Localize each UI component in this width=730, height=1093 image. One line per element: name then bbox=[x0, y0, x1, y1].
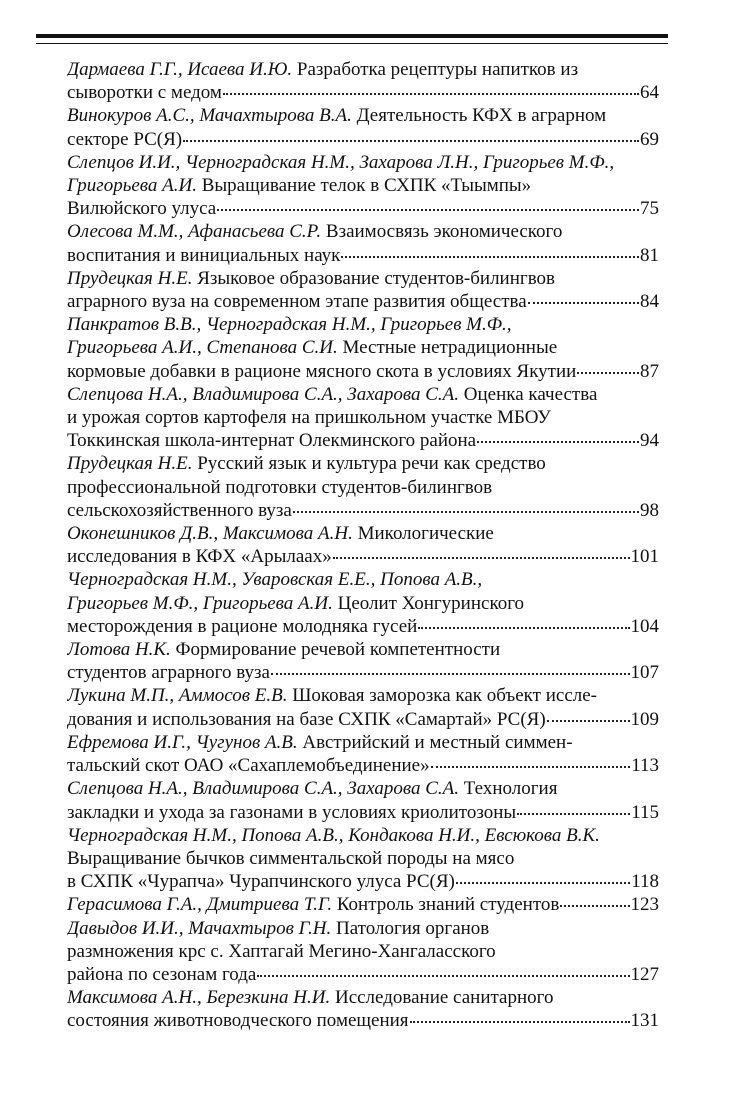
toc-page-number: 123 bbox=[630, 894, 659, 916]
toc-entry-last-line bbox=[67, 290, 659, 313]
toc-entry-title-text: Исследование санитарного bbox=[330, 987, 554, 1009]
toc-entry-title-text: Деятельность КФХ в аграрном bbox=[351, 105, 607, 127]
toc-entry-authors: Ефремова И.Г., Чугунов А.В. bbox=[67, 731, 298, 753]
toc-entry-title-text: Микологические bbox=[352, 523, 494, 545]
toc-entry-authors: Олесова М.М., Афанасьева С.Р. bbox=[67, 221, 322, 243]
toc-entry-line bbox=[67, 220, 659, 243]
toc-entry-title-text: Австрийский и местный симмен- bbox=[297, 731, 573, 753]
toc-entry-line bbox=[67, 452, 659, 475]
toc-entry-line bbox=[67, 151, 659, 174]
toc-entry-line bbox=[67, 592, 659, 615]
toc-entry-line bbox=[67, 104, 659, 127]
toc-entry-line bbox=[67, 986, 659, 1009]
toc-entry bbox=[67, 917, 659, 987]
toc-dot-leader bbox=[560, 905, 629, 907]
toc-entry-authors: Винокуров А.С., Мачахтырова В.А. bbox=[67, 105, 352, 127]
toc-entry-line bbox=[67, 684, 659, 707]
toc-dot-leader bbox=[517, 813, 630, 815]
toc-entry-last-line bbox=[67, 360, 659, 383]
toc-entry-line bbox=[67, 824, 659, 847]
toc-entry-last-line bbox=[67, 615, 659, 638]
toc-entry-title-text: размножения крс с. Хаптагай Мегино-Хангаласского bbox=[67, 940, 496, 962]
toc-entry bbox=[67, 893, 659, 916]
toc-dot-leader bbox=[183, 140, 639, 142]
toc-entry bbox=[67, 58, 659, 104]
toc-entry bbox=[67, 568, 659, 638]
toc-entry-line-text bbox=[67, 244, 340, 267]
toc-entry-title-text: Оценка качества bbox=[459, 383, 598, 405]
toc-entry-last-line bbox=[67, 963, 659, 986]
toc-entry-line-text bbox=[67, 360, 576, 383]
toc-entry-title-text: Разработка рецептуры напитков из bbox=[292, 59, 579, 80]
toc-entry-last-line bbox=[67, 893, 659, 916]
toc-entry-authors: Прудецкая Н.Е. bbox=[67, 453, 193, 475]
toc-entry-line bbox=[67, 917, 659, 940]
toc-entry-line bbox=[67, 267, 659, 290]
toc-entry-line-text bbox=[67, 893, 559, 916]
toc-entry-title-text: Выращивание телок в СХПК «Тыымпы» bbox=[196, 175, 532, 197]
toc-entry-line bbox=[67, 638, 659, 661]
toc-entry-line-text bbox=[67, 870, 455, 893]
toc-page-number: 81 bbox=[640, 244, 659, 266]
toc-entry-title-text: тальский скот ОАО «Сахаплемобъединение» bbox=[67, 755, 430, 777]
toc-entry bbox=[67, 151, 659, 221]
toc-dot-leader bbox=[456, 882, 630, 884]
toc-entry-title-text: района по сезонам года bbox=[67, 963, 257, 985]
toc-dot-leader bbox=[293, 511, 639, 513]
toc-page-number: 84 bbox=[640, 291, 659, 313]
toc-entry-authors: Максимова А.Н., Березкина Н.И. bbox=[67, 987, 331, 1009]
toc-entry-title-text: кормовые добавки в рационе мясного скота в условиях Якутии bbox=[67, 360, 577, 382]
toc-dot-leader bbox=[341, 256, 639, 258]
header-rule-thick bbox=[36, 34, 668, 38]
toc-entry-authors: Слепцова Н.А., Владимирова С.А., Захарова С.А. bbox=[67, 383, 460, 405]
toc-entry-title-text: исследования в КФХ «Арылаах» bbox=[67, 546, 332, 568]
toc-entry-line-text bbox=[67, 545, 332, 568]
toc-entry bbox=[67, 522, 659, 568]
toc-dot-leader bbox=[547, 720, 630, 722]
toc-entry-line bbox=[67, 847, 659, 870]
toc-entry-title-text: секторе РС(Я) bbox=[67, 128, 183, 150]
toc-entry-last-line bbox=[67, 81, 659, 104]
toc-page-number: 118 bbox=[631, 871, 659, 893]
toc-dot-leader bbox=[271, 673, 630, 675]
toc-entry-title-text: Токкинская школа-интернат Олекминского района bbox=[67, 430, 477, 452]
toc-entry-line-text bbox=[67, 197, 216, 220]
toc-page-number: 98 bbox=[640, 499, 659, 521]
toc-dot-leader bbox=[223, 93, 639, 95]
table-of-contents bbox=[67, 58, 659, 1033]
toc-entry-line bbox=[67, 476, 659, 499]
toc-entry-last-line bbox=[67, 801, 659, 824]
toc-entry-title-text: в СХПК «Чурапча» Чурапчинского улуса РС(Я) bbox=[67, 871, 455, 893]
toc-page-number: 127 bbox=[630, 963, 659, 985]
toc-entry bbox=[67, 824, 659, 894]
toc-entry-title-text: состояния животноводческого помещения bbox=[67, 1010, 409, 1032]
toc-entry-authors: Григорьев М.Ф., Григорьева А.И. bbox=[67, 592, 333, 614]
toc-entry-line-text bbox=[67, 429, 476, 452]
toc-entry-line-text bbox=[67, 754, 430, 777]
toc-entry-authors: Григорьева А.И. bbox=[67, 175, 197, 197]
toc-dot-leader bbox=[418, 627, 629, 629]
toc-entry bbox=[67, 731, 659, 777]
toc-entry bbox=[67, 267, 659, 313]
toc-dot-leader bbox=[217, 209, 639, 211]
toc-entry-last-line bbox=[67, 708, 659, 731]
toc-entry-last-line bbox=[67, 197, 659, 220]
toc-entry-title-text: воспитания и винициальных наук bbox=[67, 244, 341, 266]
toc-entry-last-line bbox=[67, 870, 659, 893]
toc-entry-authors: Прудецкая Н.Е. bbox=[67, 267, 193, 289]
toc-entry-title-text: сельскохозяйственного вуза bbox=[67, 499, 292, 521]
toc-entry-line-text bbox=[67, 615, 417, 638]
toc-entry-title-text: Шоковая заморозка как объект иссле- bbox=[287, 685, 597, 707]
toc-entry-last-line bbox=[67, 1009, 659, 1032]
toc-entry-line-text bbox=[67, 801, 516, 824]
toc-entry-title-text: студентов аграрного вуза bbox=[67, 662, 270, 684]
toc-page-number: 87 bbox=[640, 360, 659, 382]
toc-entry bbox=[67, 452, 659, 522]
toc-entry-title-text: Контроль знаний студентов bbox=[332, 894, 560, 916]
toc-entry-authors: Оконешников Д.В., Максимова А.Н. bbox=[67, 523, 353, 545]
toc-entry-line bbox=[67, 174, 659, 197]
toc-entry-line bbox=[67, 313, 659, 336]
toc-entry-line bbox=[67, 522, 659, 545]
toc-entry-last-line bbox=[67, 545, 659, 568]
toc-entry-title-text: Местные нетрадиционные bbox=[337, 337, 558, 359]
toc-entry-line bbox=[67, 336, 659, 359]
toc-entry bbox=[67, 313, 659, 383]
toc-page-number: 113 bbox=[631, 755, 659, 777]
toc-entry-authors: Дармаева Г.Г., Исаева И.Ю. bbox=[67, 59, 293, 80]
toc-page-number: 64 bbox=[640, 82, 659, 104]
toc-dot-leader bbox=[333, 557, 630, 559]
toc-entry-title-text: Патология органов bbox=[331, 917, 490, 939]
toc-entry-line-text bbox=[67, 128, 182, 151]
toc-entry-authors: Лукина М.П., Аммосов Е.В. bbox=[67, 685, 288, 707]
toc-entry-line bbox=[67, 777, 659, 800]
toc-page-number: 94 bbox=[640, 430, 659, 452]
toc-page-number: 101 bbox=[630, 546, 659, 568]
toc-entry-title-text: Цеолит Хонгуринского bbox=[332, 592, 525, 614]
toc-entry-authors: Герасимова Г.А., Дмитриева Т.Г. bbox=[67, 894, 333, 916]
toc-entry-last-line bbox=[67, 499, 659, 522]
toc-entry-title-text: Формирование речевой компетентности bbox=[170, 639, 501, 661]
toc-entry-last-line bbox=[67, 244, 659, 267]
toc-entry-line bbox=[67, 940, 659, 963]
toc-entry-authors: Черноградская Н.М., Попова А.В., Кондакова Н.И., Евсюкова В.К. bbox=[67, 824, 600, 846]
toc-dot-leader bbox=[577, 372, 639, 374]
toc-dot-leader bbox=[528, 302, 639, 304]
toc-entry-last-line bbox=[67, 128, 659, 151]
toc-entry-title-text: Русский язык и культура речи как средство bbox=[192, 453, 546, 475]
toc-page-number: 69 bbox=[640, 128, 659, 150]
toc-entry-authors: Давыдов И.И., Мачахтыров Г.Н. bbox=[67, 917, 332, 939]
toc-entry-title-text: дования и использования на базе СХПК «Самартай» РС(Я) bbox=[67, 708, 546, 730]
toc-entry-line bbox=[67, 58, 659, 81]
toc-page-number: 131 bbox=[630, 1010, 659, 1032]
toc-dot-leader bbox=[257, 975, 629, 977]
toc-entry bbox=[67, 383, 659, 453]
toc-entry-title-text: закладки и ухода за газонами в условиях криолитозоны bbox=[67, 801, 517, 823]
toc-entry-authors: Черноградская Н.М., Уваровская Е.Е., Попова А.В., bbox=[67, 569, 483, 591]
toc-entry-line-text bbox=[67, 290, 527, 313]
toc-entry bbox=[67, 220, 659, 266]
toc-entry bbox=[67, 104, 659, 150]
toc-page-number: 109 bbox=[630, 708, 659, 730]
toc-page-number: 104 bbox=[630, 615, 659, 637]
toc-dot-leader bbox=[410, 1021, 630, 1023]
toc-dot-leader bbox=[477, 441, 639, 443]
toc-page-number: 115 bbox=[631, 801, 659, 823]
toc-dot-leader bbox=[431, 766, 631, 768]
toc-entry bbox=[67, 986, 659, 1032]
toc-entry-line-text bbox=[67, 1009, 409, 1032]
toc-entry-line-text bbox=[67, 708, 546, 731]
toc-entry-line-text bbox=[67, 499, 292, 522]
toc-entry-last-line bbox=[67, 754, 659, 777]
toc-entry-authors: Слепцова Н.А., Владимирова С.А., Захарова С.А. bbox=[67, 778, 460, 800]
toc-entry-title-text: сыворотки с медом bbox=[67, 82, 222, 104]
toc-entry-title-text: аграрного вуза на современном этапе развития общества bbox=[67, 291, 527, 313]
toc-entry-title-text: и урожая сортов картофеля на пришкольном участке МБОУ bbox=[67, 407, 551, 429]
toc-entry-title-text: профессиональной подготовки студентов-билингвов bbox=[67, 476, 493, 498]
toc-entry-last-line bbox=[67, 429, 659, 452]
toc-entry-authors: Лотова Н.К. bbox=[67, 639, 171, 661]
toc-page-number: 75 bbox=[640, 198, 659, 220]
toc-entry-title-text: Технология bbox=[459, 778, 558, 800]
toc-entry-title-text: Языковое образование студентов-билингвов bbox=[192, 267, 556, 289]
toc-entry bbox=[67, 777, 659, 823]
toc-entry-title-text: Взаимосвязь экономического bbox=[321, 221, 563, 243]
toc-entry-last-line bbox=[67, 661, 659, 684]
toc-entry-authors: Панкратов В.В., Черноградская Н.М., Григорьев М.Ф., bbox=[67, 314, 512, 336]
toc-entry-line bbox=[67, 406, 659, 429]
toc-entry bbox=[67, 684, 659, 730]
toc-entry bbox=[67, 638, 659, 684]
toc-entry-line-text bbox=[67, 661, 270, 684]
toc-entry-line-text bbox=[67, 963, 256, 986]
toc-entry-line bbox=[67, 568, 659, 591]
toc-page-number: 107 bbox=[630, 662, 659, 684]
header-rule-thin bbox=[36, 43, 668, 44]
toc-entry-authors: Слепцов И.И., Черноградская Н.М., Захарова Л.Н., Григорьев М.Ф., bbox=[67, 151, 615, 173]
toc-entry-title-text: Вилюйского улуса bbox=[67, 198, 217, 220]
toc-entry-title-text: Выращивание бычков симментальской породы на мясо bbox=[67, 847, 515, 869]
toc-entry-authors: Григорьева А.И., Степанова С.И. bbox=[67, 337, 338, 359]
toc-entry-line bbox=[67, 383, 659, 406]
toc-entry-line-text bbox=[67, 81, 222, 104]
toc-entry-line bbox=[67, 731, 659, 754]
toc-entry-title-text: месторождения в рационе молодняка гусей bbox=[67, 615, 418, 637]
